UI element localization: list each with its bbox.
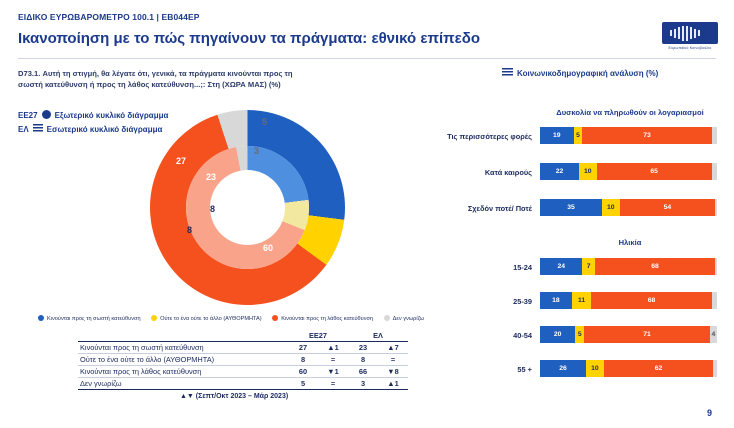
row-el-trend: ▼8 <box>378 366 408 378</box>
segment-dontknow <box>715 199 717 216</box>
table-header-eu: ΕΕ27 <box>288 330 348 342</box>
inner-value-neither: 8 <box>210 204 216 214</box>
segment-neither: 5 <box>575 326 584 343</box>
row-label: Κινούνται προς τη σωστή κατεύθυνση <box>78 342 288 354</box>
outer-value-dontknow: 5 <box>262 117 268 127</box>
table-row <box>78 354 408 366</box>
european-parliament-logo <box>662 22 718 52</box>
segment-wrong: 65 <box>597 163 712 180</box>
bills-row-label-1: Κατά καιρούς <box>484 168 532 177</box>
outer-value-wrong-direction: 60 <box>263 243 274 253</box>
age-bar-1 <box>540 292 717 309</box>
chart-legend <box>38 315 478 322</box>
header-divider <box>18 58 716 59</box>
segment-right: 20 <box>540 326 575 343</box>
segment-neither: 10 <box>579 163 597 180</box>
age-row-label-0: 15-24 <box>513 263 532 272</box>
legend-inner-key: ΕΛ <box>18 125 29 134</box>
inner-value-right-direction: 23 <box>206 172 217 182</box>
segment-neither: 5 <box>574 127 583 144</box>
row-eu-value: 60 <box>288 366 318 378</box>
bills-bar-1 <box>540 163 717 180</box>
legend-outer-key: ΕΕ27 <box>18 111 38 120</box>
outer-value-neither: 8 <box>187 225 193 235</box>
segment-dontknow <box>713 360 717 377</box>
segment-dontknow <box>715 258 717 275</box>
legend-item-wrong: Κινούνται προς τη λάθος κατεύθυνση <box>272 316 373 322</box>
segment-neither: 7 <box>582 258 594 275</box>
row-label: Κινούνται προς τη λάθος κατεύθυνση <box>78 366 288 378</box>
age-bar-2 <box>540 326 717 343</box>
legend-dot-blue <box>38 315 44 321</box>
table-header-el: ΕΛ <box>348 330 408 342</box>
age-bar-3 <box>540 360 717 377</box>
inner-value-wrong-direction: 66 <box>244 200 255 210</box>
table-header-blank <box>78 330 288 342</box>
legend-item-right: Κινούνται προς τη σωστή κατεύθυνση <box>38 316 141 322</box>
segment-neither: 10 <box>602 199 620 216</box>
segment-wrong: 73 <box>582 127 711 144</box>
outer-circle-icon <box>42 110 51 119</box>
question-text: D73.1. Αυτή τη στιγμή, θα λέγατε ότι, γενικά, τα πράγματα κινούνται προς τη σωστή κατεύθυνση ή προς τη λάθος κατεύθυνση...;: Στη (ΧΩΡΑ ΜΑΣ) (%) <box>18 69 293 89</box>
segment-right: 19 <box>540 127 574 144</box>
segment-wrong: 68 <box>595 258 715 275</box>
legend-dot-orange <box>272 315 278 321</box>
bills-bar-2 <box>540 199 717 216</box>
segment-right: 35 <box>540 199 602 216</box>
legend-outer <box>18 110 168 120</box>
segment-dontknow: 4 <box>710 326 717 343</box>
age-row-label-1: 25-39 <box>513 297 532 306</box>
outer-value-right-direction: 27 <box>176 156 187 166</box>
legend-outer-text: Εξωτερικό κυκλικό διάγραμμα <box>54 111 169 120</box>
report-eyebrow: ΕΙΔΙΚΟ ΕΥΡΩΒΑΡΟΜΕΤΡΟ 100.1 | EB044EP <box>18 12 200 22</box>
segment-neither: 11 <box>572 292 591 309</box>
row-el-trend: ▲1 <box>378 378 408 390</box>
age-row-label-3: 55 + <box>517 365 532 374</box>
row-el-value: 3 <box>348 378 378 390</box>
donut-chart <box>150 110 360 305</box>
segment-dontknow <box>712 163 717 180</box>
row-eu-value: 27 <box>288 342 318 354</box>
row-el-trend: ▲7 <box>378 342 408 354</box>
bills-row-label-2: Σχεδόν ποτέ/ Ποτέ <box>467 204 532 213</box>
row-el-value: 8 <box>348 354 378 366</box>
socio-demographic-header <box>502 68 658 78</box>
segment-neither: 10 <box>586 360 604 377</box>
logo-caption: Ευρωπαϊκό Κοινοβούλιο <box>668 46 712 50</box>
segment-wrong: 71 <box>584 326 710 343</box>
legend-dot-yellow <box>151 315 157 321</box>
row-el-value: 66 <box>348 366 378 378</box>
socio-label: Κοινωνικοδημογραφική ανάλυση (%) <box>517 69 659 78</box>
logo-bars <box>662 22 718 44</box>
table-row <box>78 342 408 354</box>
age-bar-0 <box>540 258 717 275</box>
segment-right: 24 <box>540 258 582 275</box>
legend-item-neither: Ούτε το ένα ούτε το άλλο (ΑΥΘΟΡΜΗΤΑ) <box>151 316 262 322</box>
row-eu-value: 8 <box>288 354 318 366</box>
page-number: 9 <box>706 408 712 418</box>
segment-wrong: 54 <box>620 199 716 216</box>
row-el-trend: = <box>378 354 408 366</box>
segment-wrong: 68 <box>591 292 711 309</box>
row-el-value: 23 <box>348 342 378 354</box>
row-eu-trend: = <box>318 354 348 366</box>
table-header-row <box>78 330 408 342</box>
table-row <box>78 378 408 390</box>
segment-right: 22 <box>540 163 579 180</box>
row-label: Δεν γνωρίζω <box>78 378 288 390</box>
segment-dontknow <box>712 127 717 144</box>
segment-right: 26 <box>540 360 586 377</box>
row-eu-trend: ▼1 <box>318 366 348 378</box>
legend-inner <box>18 124 162 134</box>
inner-circle-icon <box>33 124 43 133</box>
bills-group-title: Δυσκολία να πληρωθούν οι λογαριασμοί <box>556 108 704 117</box>
table-row <box>78 366 408 378</box>
row-eu-trend: = <box>318 378 348 390</box>
row-eu-value: 5 <box>288 378 318 390</box>
segment-wrong: 62 <box>604 360 714 377</box>
legend-inner-text: Εσωτερικό κυκλικό διάγραμμα <box>46 125 163 134</box>
age-group-title: Ηλικία <box>618 238 642 247</box>
legend-dot-grey <box>384 315 390 321</box>
summary-table <box>78 330 408 390</box>
segment-right: 18 <box>540 292 572 309</box>
footnote: ▲▼ (Σεπτ/Οκτ 2023 – Μάρ 2023) <box>180 393 289 400</box>
bills-row-label-0: Τις περισσότερες φορές <box>447 132 532 141</box>
segment-dontknow <box>712 292 717 309</box>
legend-item-dontknow: Δεν γνωρίζω <box>384 316 424 322</box>
row-eu-trend: ▲1 <box>318 342 348 354</box>
row-label: Ούτε το ένα ούτε το άλλο (ΑΥΘΟΡΜΗΤΑ) <box>78 354 288 366</box>
page-title: Ικανοποίηση με το πώς πηγαίνουν τα πράγματα: εθνικό επίπεδο <box>18 30 481 47</box>
people-icon <box>502 68 513 77</box>
age-row-label-2: 40-54 <box>513 331 532 340</box>
inner-value-dontknow: 3 <box>254 146 260 156</box>
bills-bar-0 <box>540 127 717 144</box>
